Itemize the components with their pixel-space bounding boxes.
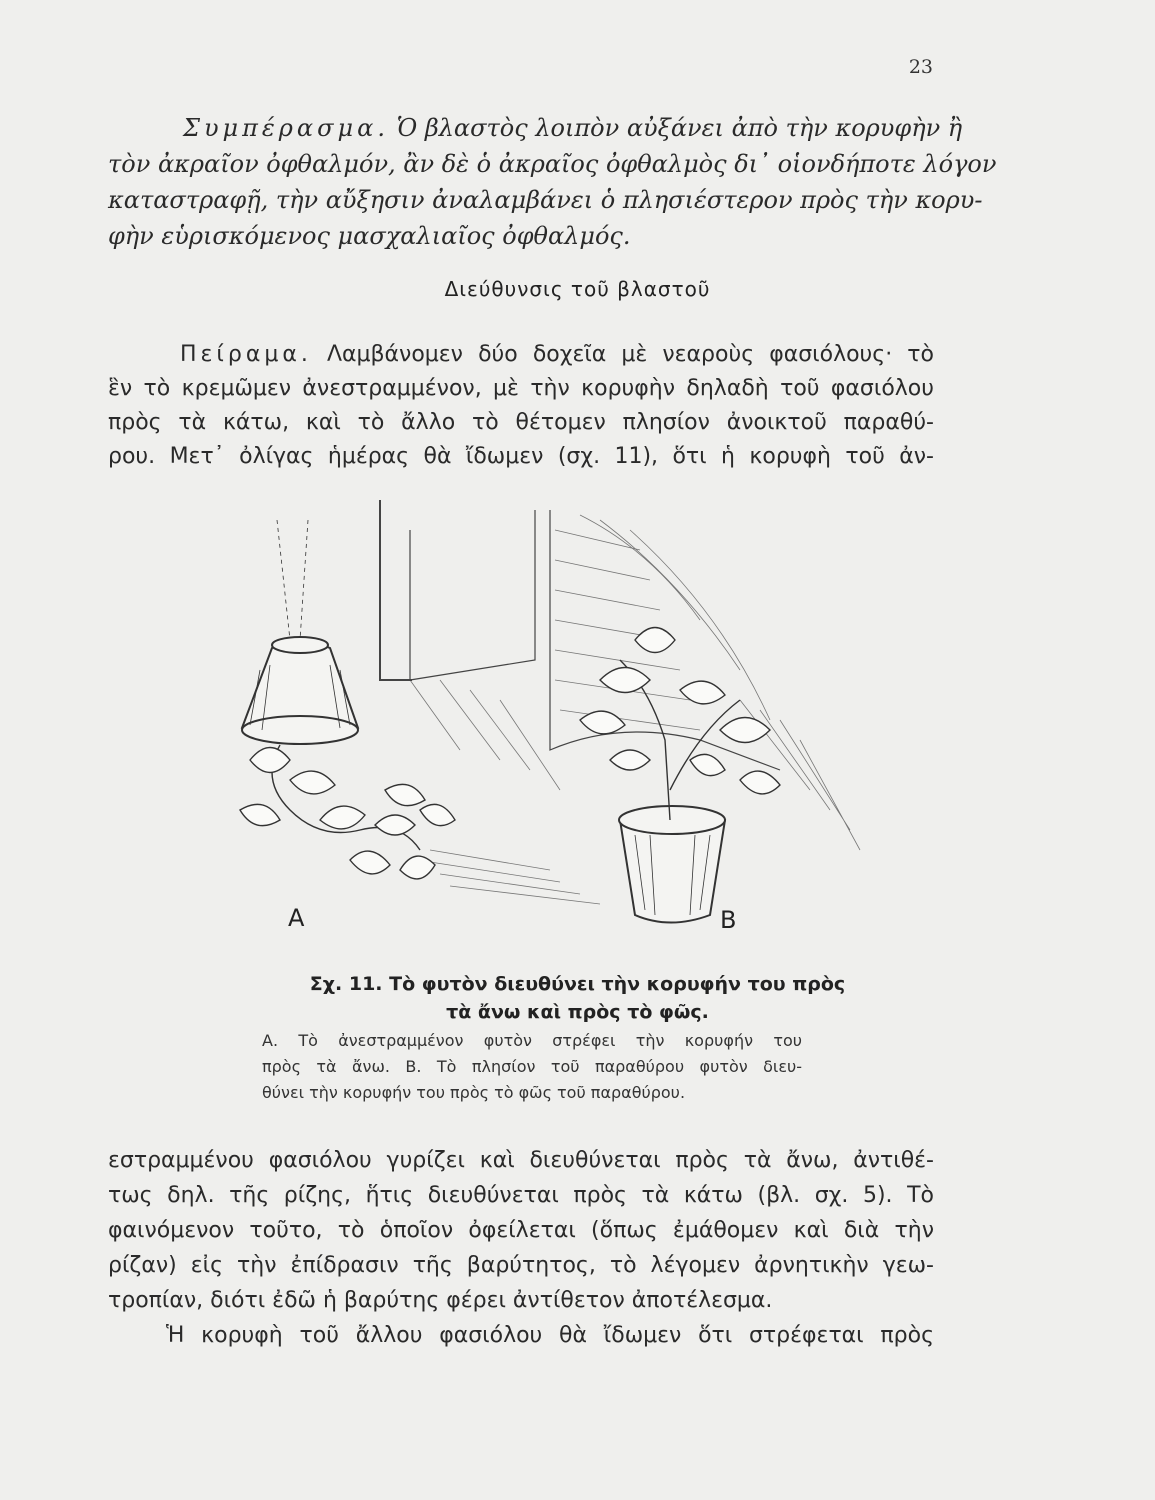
pot-b — [619, 806, 725, 923]
continuation-line-3: φαινόμενον τοῦτο, τὸ ὁποῖον ὀφείλεται (ὅπως ἐμάθομεν καὶ διὰ τὴν — [108, 1218, 934, 1243]
caption-line-2: πρὸς τὰ ἄνω. Β. Τὸ πλησίον τοῦ παραθύρου φυτὸν διευ- — [262, 1057, 802, 1076]
experiment-text-1: Λαμβάνομεν δύο δοχεῖα μὲ νεαροὺς φασιόλους· τὸ — [326, 342, 934, 367]
continuation-line-6: Ἡ κορυφὴ τοῦ ἄλλου φασιόλου θὰ ἴδωμεν ὅτι στρέφεται πρὸς — [166, 1323, 934, 1348]
experiment-label: Πείραμα. — [180, 342, 312, 367]
caption-line-1: Α. Τὸ ἀνεστραμμένον φυτὸν στρέφει τὴν κορυφήν του — [262, 1031, 802, 1050]
conclusion-line-2: τὸν ἀκραῖον ὀφθαλμόν, ἂν δὲ ὁ ἀκραῖος ὀφθαλμὸς δι᾿ οἱονδήποτε λόγον — [108, 150, 997, 178]
window-plant-leaves — [580, 628, 780, 821]
figure-label-a: A — [288, 904, 305, 932]
inverted-pot-a — [242, 520, 358, 744]
figure-label-b: B — [720, 906, 737, 934]
conclusion-line-1 — [108, 110, 963, 146]
caption-line-3: θύνει τὴν κορυφήν του πρὸς τὸ φῶς τοῦ παραθύρου. — [262, 1083, 686, 1102]
section-heading: Διεύθυνσις τοῦ βλαστοῦ — [444, 277, 711, 301]
continuation-line-5: τροπίαν, διότι ἐδῶ ἡ βαρύτης φέρει ἀντίθετον ἀποτέλεσμα. — [108, 1288, 773, 1313]
inverted-plant-leaves — [240, 745, 455, 879]
continuation-line-1: εστραμμένου φασιόλου γυρίζει καὶ διευθύνεται πρὸς τὰ ἄνω, ἀντιθέ- — [108, 1148, 934, 1173]
continuation-line-2: τως δηλ. τῆς ρίζης, ἥτις διευθύνεται πρὸς τὰ κάτω (βλ. σχ. 5). Τὸ — [108, 1183, 934, 1208]
figure-illustration — [180, 490, 980, 940]
conclusion-line-3: καταστραφῇ, τὴν αὔξησιν ἀναλαμβάνει ὁ πλησιέστερον πρὸς τὴν κορυ- — [108, 186, 983, 214]
figure-caption-title — [0, 970, 1155, 1026]
conclusion-line-4: φὴν εὑρισκόμενος μασχαλιαῖος ὀφθαλμός. — [108, 222, 631, 250]
figure-caption-body — [262, 1028, 802, 1106]
caption-title-line-1: Σχ. 11. Τὸ φυτὸν διευθύνει τὴν κορυφήν του πρὸς — [309, 973, 846, 995]
experiment-line-2: ἓν τὸ κρεμῶμεν ἀνεστραμμένον, μὲ τὴν κορυφὴν δηλαδὴ τοῦ φασιόλου — [108, 376, 934, 401]
continuation-paragraph — [108, 1143, 934, 1353]
window-scene — [380, 500, 860, 904]
page-number: 23 — [908, 56, 933, 78]
experiment-line-4: ρου. Μετ᾿ ὀλίγας ἡμέρας θὰ ἴδωμεν (σχ. 11), ὅτι ἡ κορυφὴ τοῦ ἀν- — [108, 444, 934, 469]
conclusion-paragraph — [108, 110, 997, 254]
experiment-line-3: πρὸς τὰ κάτω, καὶ τὸ ἄλλο τὸ θέτομεν πλησίον ἀνοικτοῦ παραθύ- — [108, 410, 934, 435]
experiment-paragraph — [108, 338, 934, 474]
caption-title-line-2: τὰ ἄνω καὶ πρὸς τὸ φῶς. — [446, 1001, 709, 1023]
experiment-line-1 — [108, 338, 934, 372]
conclusion-label: Συμπέρασμα. — [183, 114, 389, 142]
continuation-line-4: ρίζαν) εἰς τὴν ἐπίδρασιν τῆς βαρύτητος, τὸ λέγομεν ἀρνητικὴν γεω- — [108, 1253, 934, 1278]
conclusion-text-1: Ὁ βλαστὸς λοιπὸν αὐξάνει ἀπὸ τὴν κορυφὴν ἢ — [396, 114, 963, 142]
